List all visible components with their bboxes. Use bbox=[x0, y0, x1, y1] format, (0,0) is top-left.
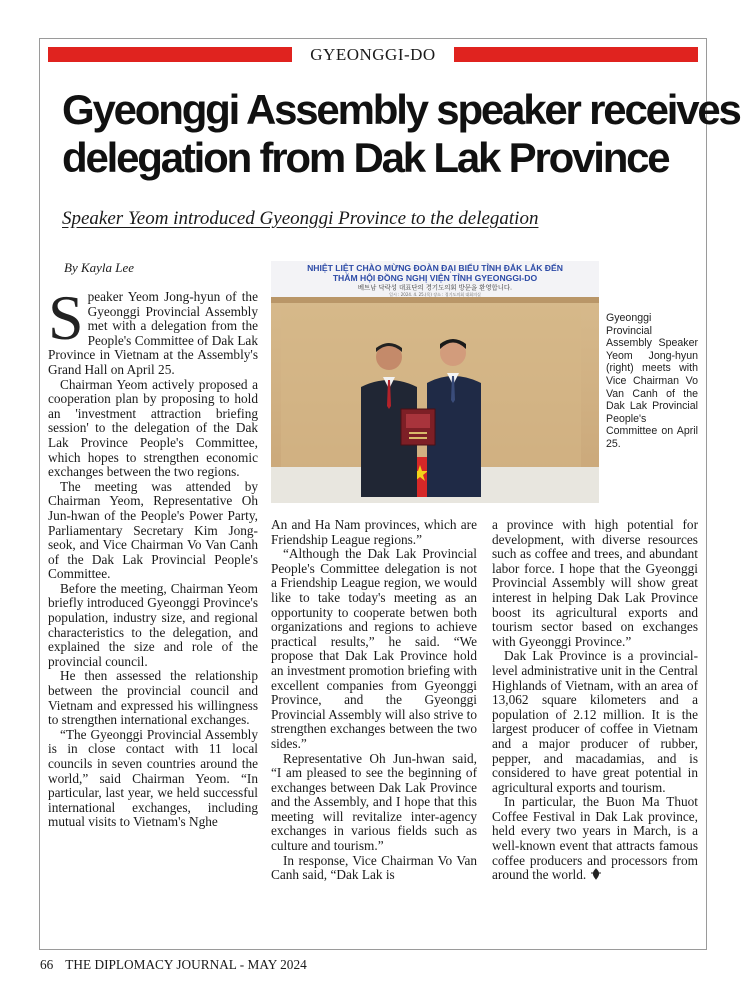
article-column-2 bbox=[271, 518, 477, 946]
article-photo bbox=[271, 261, 599, 503]
paragraph: Speaker Yeom Jong-hyun of the Gyeonggi Provincial Assembly met with a delegation from the People's Committee of Dak Lak Province in Vietnam at the Assembly's Grand Hall on April 25. bbox=[48, 290, 258, 377]
byline: By Kayla Lee bbox=[64, 260, 135, 275]
page-footer bbox=[40, 957, 307, 973]
publication-name: THE DIPLOMACY JOURNAL - MAY 2024 bbox=[65, 957, 307, 972]
banner-line-1: NHIỆT LIỆT CHÀO MỪNG ĐOÀN ĐẠI BIỂU TỈNH ĐẮK LẮK ĐẾN bbox=[307, 263, 563, 273]
subheadline: Speaker Yeom introduced Gyeonggi Province to the delegation bbox=[62, 208, 539, 229]
headline-line-2: delegation from Dak Lak Province bbox=[62, 134, 669, 181]
headline-line-1: Gyeonggi Assembly speaker receives bbox=[62, 86, 740, 133]
section-bar-right bbox=[454, 47, 698, 62]
headline bbox=[62, 86, 740, 182]
paragraph: Chairman Yeom actively proposed a cooperation plan by proposing to hold an 'investment attraction briefing session' to the delegation of the Dak Lak Province People's Committee, which hopes to strengthen economic exchanges between the two regions. bbox=[48, 376, 258, 480]
end-mark-icon bbox=[590, 868, 602, 880]
banner-line-4: 일시 : 2024. 4. 25.(목) 장소 : 경기도의회 대회의실 bbox=[389, 292, 481, 297]
section-bar-left bbox=[48, 47, 292, 62]
paragraph: a province with high potential for development, with diverse resources such as coffee and trees, and abundant labor force. I hope that the Gyeonggi Provincial Assembly will show great interest in helping Dak Lak Province boost its agricultural exports and tourism sector based on exchanges with Gyeonggi Province.” bbox=[492, 518, 698, 649]
paragraph: “The Gyeonggi Provincial Assembly is in close contact with 11 local councils in seven countries around the world,” said Chairman Yeom. “In particular, last year, we held successful international exchanges, including mutual visits to Vietnam's Nghe bbox=[48, 726, 258, 830]
paragraph: In response, Vice Chairman Vo Van Canh said, “Dak Lak is bbox=[271, 852, 477, 883]
paragraph: Before the meeting, Chairman Yeom briefly introduced Gyeonggi Province's population, industry size, and regional characteristics to the delegation, and explained the size and role of the provincial council. bbox=[48, 580, 258, 669]
photo-illustration bbox=[271, 261, 599, 503]
photo-caption: Gyeonggi Provincial Assembly Speaker Yeom Jong-hyun (right) meets with Vice Chairman Vo Van Canh of the Dak Lak Provincial People's Committee on April 25. bbox=[606, 312, 698, 450]
paragraph: He then assessed the relationship between the provincial council and Vietnam and expressed his willingness to strengthen international exchanges. bbox=[48, 668, 258, 728]
paragraph: “Although the Dak Lak Provincial People's Committee delegation is not a Friendship League region, we would like to take today's meeting as an opportunity to cooperate betwen both organizations and regions to achieve practical results,” he said. “We propose that Dak Lak Province hold an investment promotion briefing with excellent companies from Gyeonggi Province, and the Gyeonggi Provincial Assembly will also strive to strengthen exchanges between the two sides.” bbox=[271, 546, 477, 751]
paragraph: Dak Lak Province is a provincial-level administrative unit in the Central Highlands of Vietnam, with an area of 13,062 square kilometers and a population of 2.12 million. It is the largest producer of coffee in Vietnam and a major producer of rubber, pepper, and macadamias, and is considered to have great potential in agricultural exports and tourism. bbox=[492, 648, 698, 795]
page-number: 66 bbox=[40, 957, 54, 972]
paragraph: An and Ha Nam provinces, which are Friendship League regions.” bbox=[271, 518, 477, 547]
paragraph: The meeting was attended by Chairman Yeom, Representative Oh Jun-hwan of the People's Power Party, Parliamentary Secretary Kim Jong-seok, and Vice Chairman Vo Van Canh of the Dak Lak Provincial People's Committee. bbox=[48, 478, 258, 582]
section-header bbox=[48, 45, 698, 64]
banner-line-2: THĂM HỘI ĐỒNG NGHỊ VIỆN TỈNH GYEONGGI-DO bbox=[332, 273, 538, 283]
drop-cap: S bbox=[48, 290, 84, 353]
article-column-3 bbox=[492, 518, 698, 946]
paragraph: Representative Oh Jun-hwan said, “I am pleased to see the beginning of exchanges between Dak Lak Province and the Assembly, and I hope that this meeting will revitalize inter-agency exchanges in various fields such as culture and tourism.” bbox=[271, 750, 477, 854]
banner-line-3: 베트남 닥락성 대표단의 경기도의회 방문을 환영합니다. bbox=[357, 283, 513, 292]
paragraph: In particular, the Buon Ma Thuot Coffee Festival in Dak Lak province, held every two years in March, is a well-known event that attracts famous coffee producers and processors from around the world. bbox=[492, 794, 698, 883]
section-label: GYEONGGI-DO bbox=[310, 45, 436, 64]
article-column-1 bbox=[48, 290, 258, 946]
